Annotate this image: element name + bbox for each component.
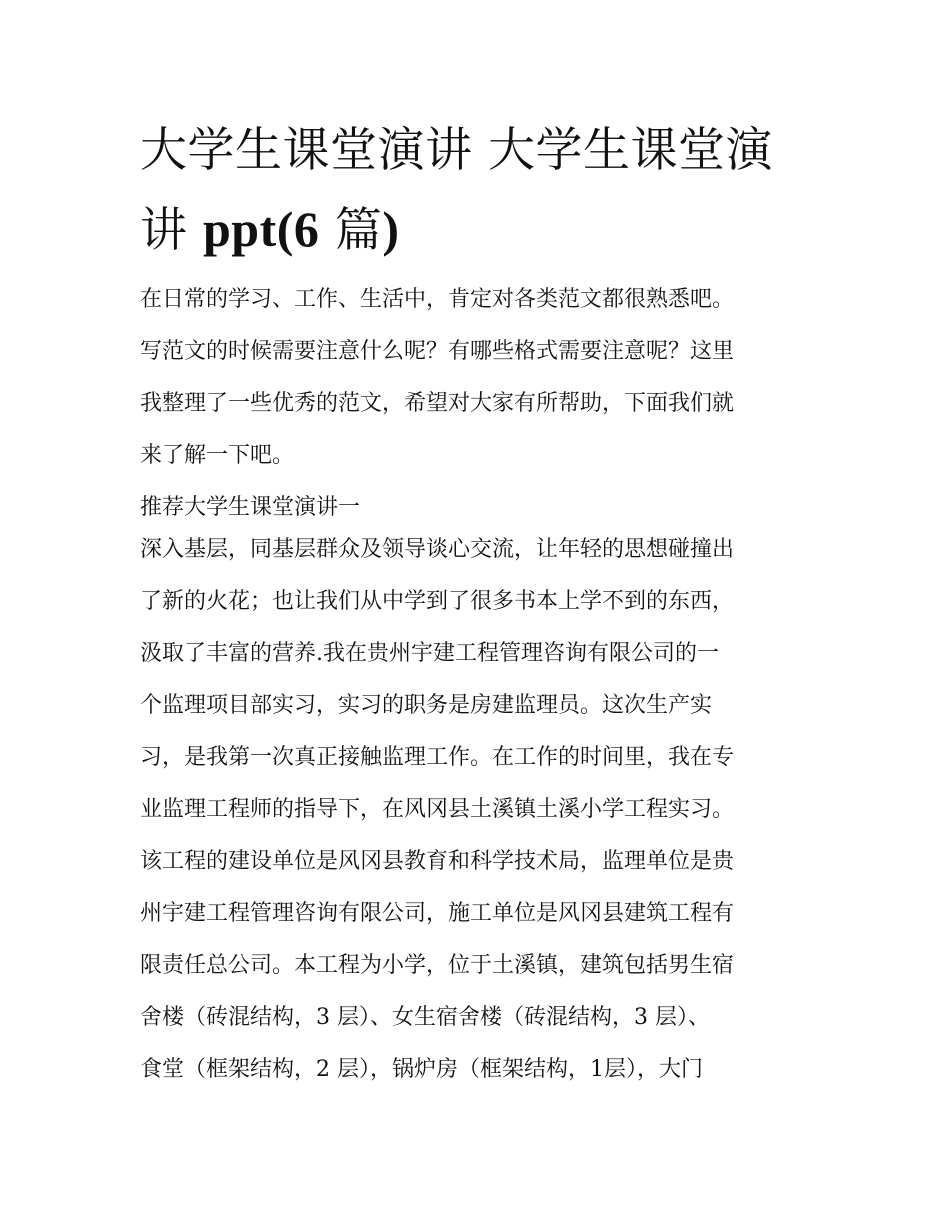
intro-paragraph	[140, 278, 840, 486]
intro-line: 写范文的时候需要注意什么呢？有哪些格式需要注意呢？这里	[140, 339, 735, 364]
document-body	[140, 278, 840, 1100]
title-line-2	[140, 190, 820, 270]
body-line: 汲取了丰富的营养.我在贵州宇建工程管理咨询有限公司的一	[140, 641, 719, 666]
body-line: 舍楼（砖混结构，3 层）、女生宿舍楼（砖混结构，3 层）、	[140, 1005, 710, 1030]
section-heading: 推荐大学生课堂演讲一	[140, 495, 361, 520]
intro-line: 在日常的学习、工作、生活中，肯定对各类范文都很熟悉吧。	[140, 287, 735, 312]
body-line: 习，是我第一次真正接触监理工作。在工作的时间里，我在专	[140, 745, 735, 770]
title-line-1: 大学生课堂演讲 大学生课堂演	[140, 123, 773, 178]
body-line: 个监理项目部实习，实习的职务是房建监理员。这次生产实	[140, 693, 713, 718]
title-line-2-text: 讲 ppt(6 篇)	[140, 201, 400, 258]
title-latin-text: ppt(6	[202, 201, 320, 257]
body-line: 州宇建工程管理咨询有限公司，施工单位是风冈县建筑工程有	[140, 901, 735, 926]
body-line: 限责任总公司。本工程为小学，位于土溪镇，建筑包括男生宿	[140, 953, 735, 978]
body-line: 了新的火花；也让我们从中学到了很多书本上学不到的东西，	[140, 589, 735, 614]
body-line: 该工程的建设单位是风冈县教育和科学技术局，监理单位是贵	[140, 849, 735, 874]
document-title	[140, 112, 820, 270]
body-paragraph	[140, 528, 840, 1100]
body-line: 深入基层，同基层群众及领导谈心交流，让年轻的思想碰撞出	[140, 537, 735, 562]
intro-line: 来了解一下吧。	[140, 443, 295, 468]
intro-line: 我整理了一些优秀的范文，希望对大家有所帮助，下面我们就	[140, 391, 735, 416]
title-latin-text: )	[382, 201, 400, 257]
body-line: 业监理工程师的指导下，在风冈县土溪镇土溪小学工程实习。	[140, 797, 735, 822]
body-line: 食堂（框架结构，2 层），锅炉房（框架结构，1层），大门	[140, 1057, 703, 1082]
